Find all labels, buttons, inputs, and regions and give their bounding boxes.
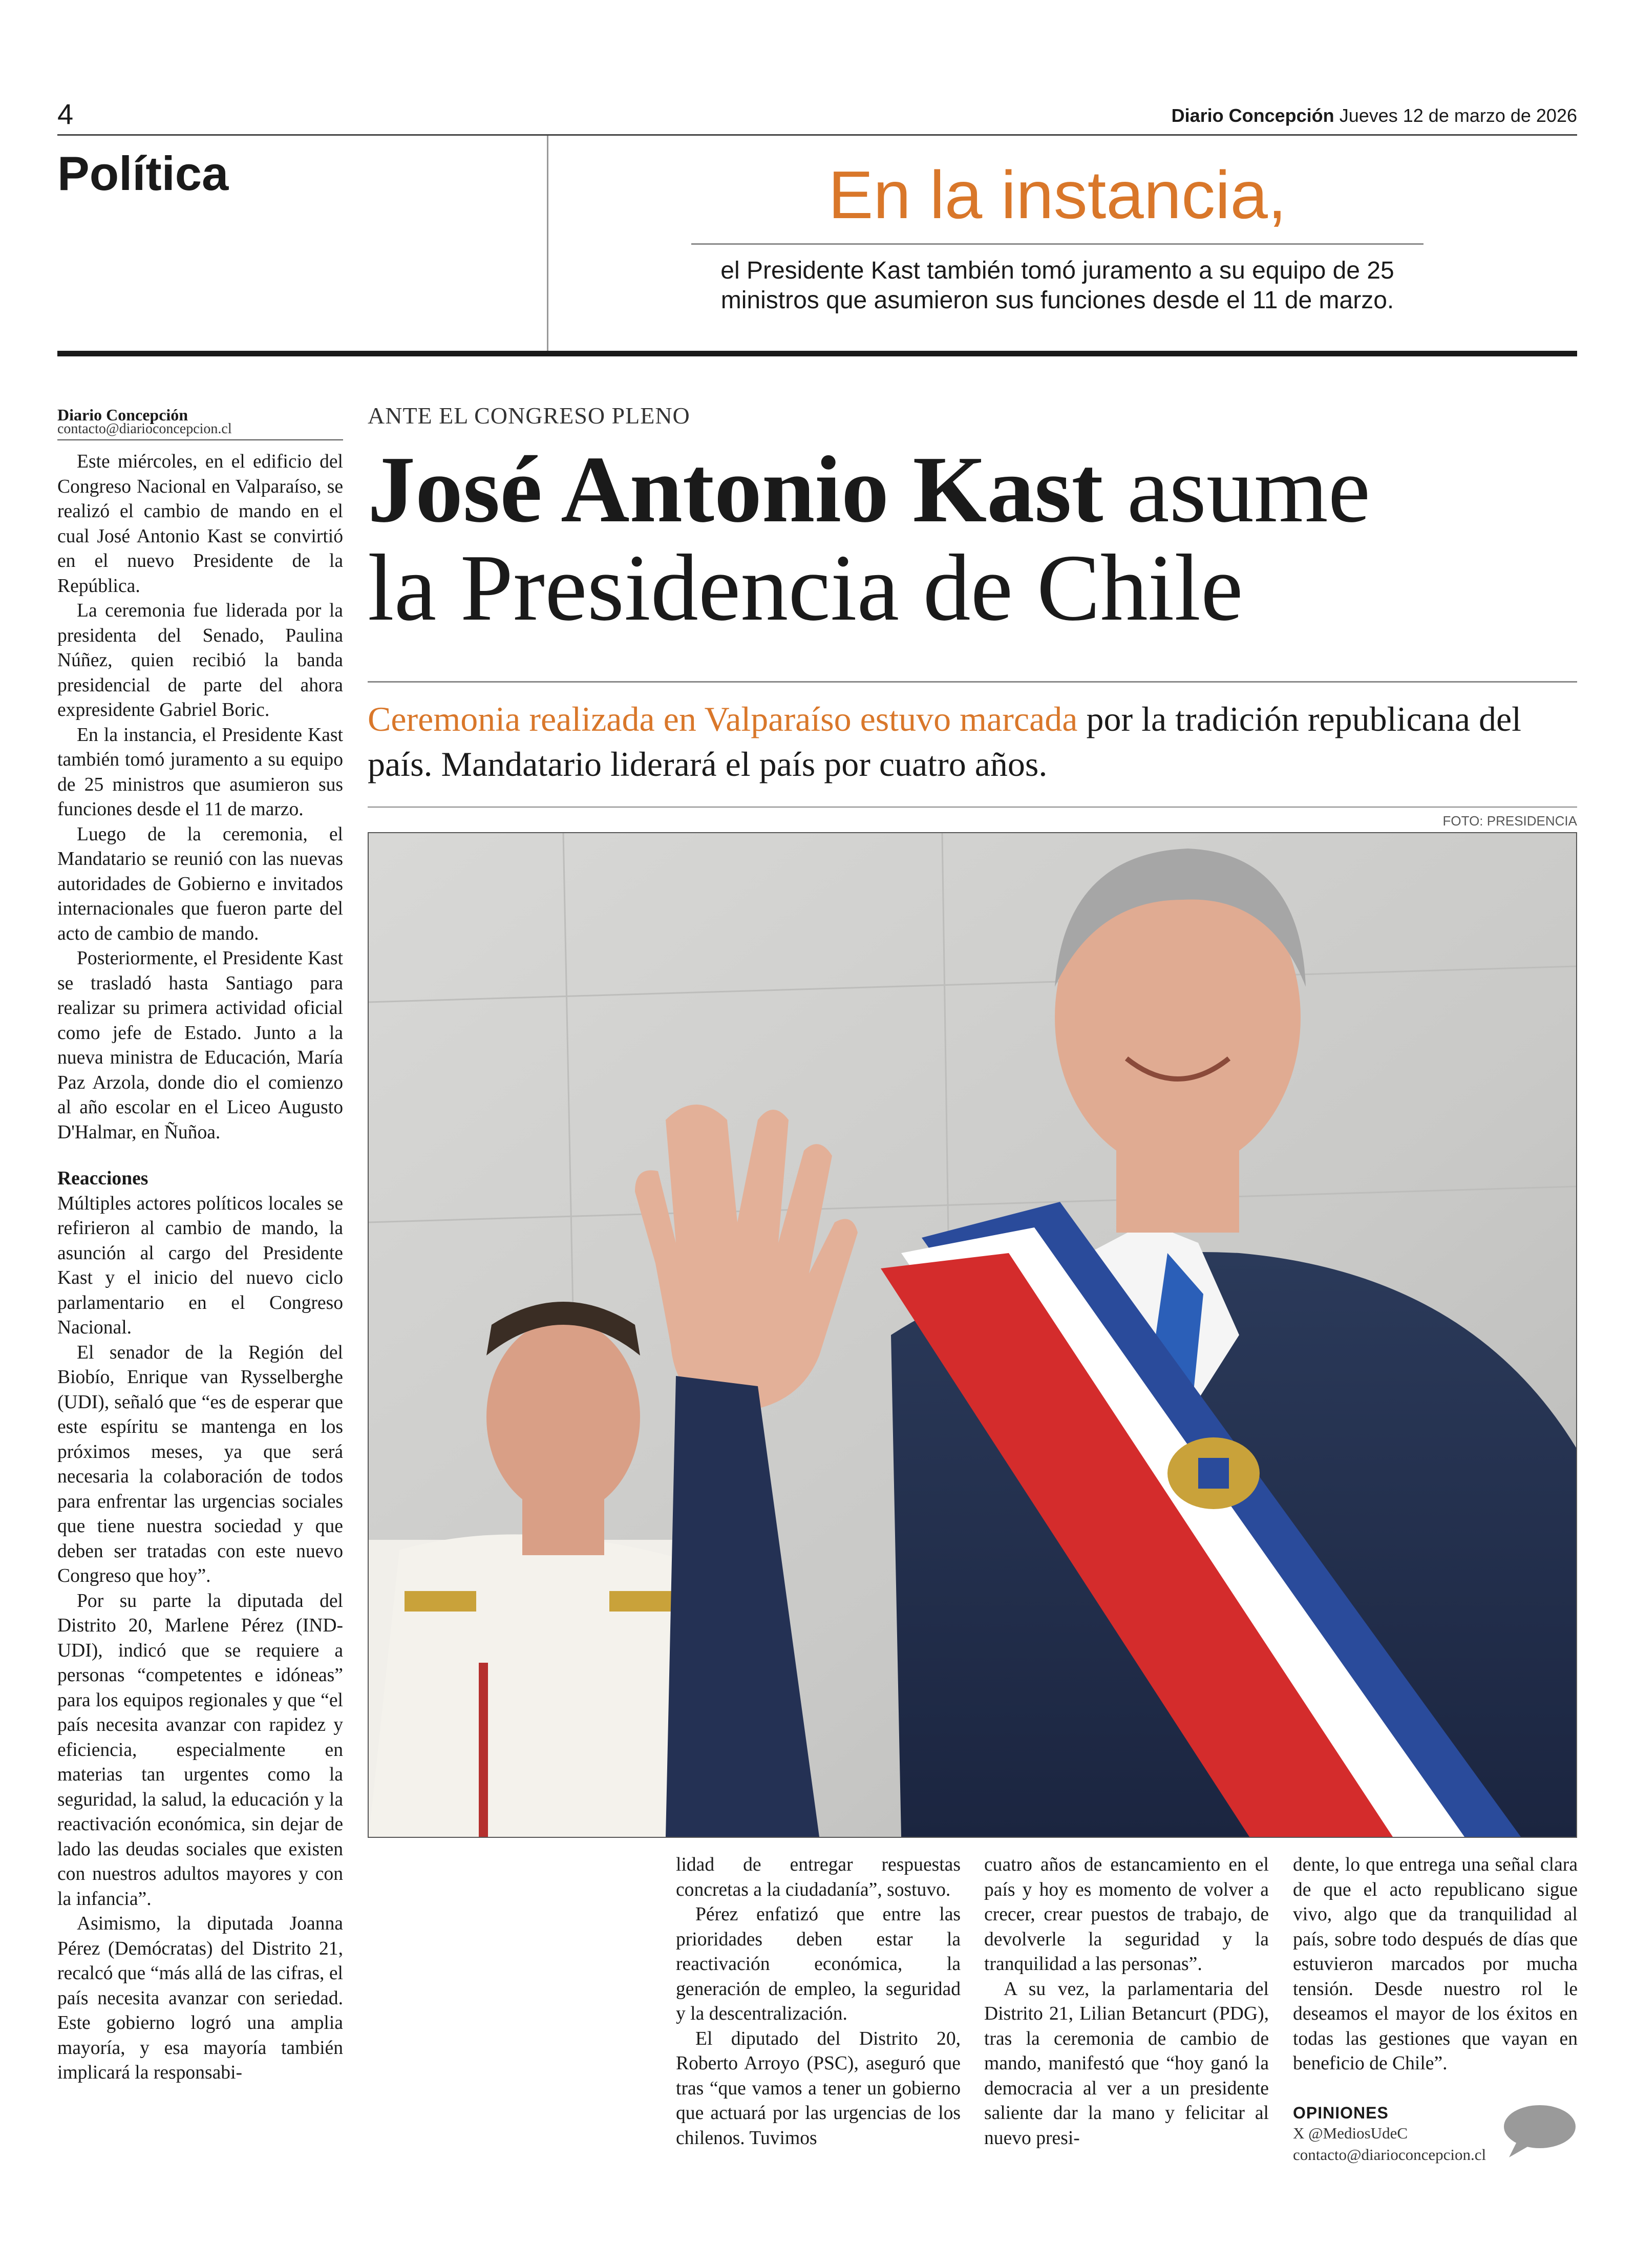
- paragraph: cuatro años de estancamiento en el país y hoy es momento de volver a crecer, crear puestos de trabajo, de devolverle la seguridad y la tranquilidad a las personas”.: [984, 1854, 1269, 1975]
- byline-email: contacto@diarioconcepcion.cl: [57, 421, 232, 437]
- paragraph: Por su parte la diputada del Distrito 20, Marlene Pérez (IND-UDI), indicó que se requiere a personas “competentes e idóneas” para los equipos regionales y que “el país necesita avanzar con rapidez y eficiencia, especialmente en materias tan urgentes como la seguridad, la salud, la educación y la reactivación económica, sin dejar de lado las deudas sociales que existen con nuestros adultos mayores y con la infancia”.: [57, 1590, 343, 1910]
- photo-credit: FOTO: PRESIDENCIA: [1442, 813, 1577, 829]
- paragraph: El diputado del Distrito 20, Roberto Arroyo (PSC), aseguró que tras “que vamos a tener un gobierno que actuará por las urgencias de los chilenos. Tuvimos: [676, 2028, 961, 2149]
- byline-rule: [57, 439, 343, 440]
- paragraph: Posteriormente, el Presidente Kast se trasladó hasta Santiago para realizar su primera actividad oficial como jefe de Estado. Junto a la nueva ministra de Educación, María Paz Arzola, donde dio el comienzo al año escolar en el Liceo Augusto D'Halmar, en Ñuñoa.: [57, 948, 343, 1143]
- pull-quote-text: el Presidente Kast también tomó juramento a su equipo de 25 ministros que asumieron sus funciones desde el 11 de marzo.: [720, 257, 1394, 314]
- headline-name: José Antonio Kast: [368, 437, 1103, 542]
- article-headline: [368, 437, 1577, 641]
- byline-name: Diario Concepción: [57, 406, 188, 424]
- paragraph: A su vez, la parlamentaria del Distrito 21, Lilian Betancurt (PDG), tras la ceremonia de cambio de mando, manifestó que “hoy ganó la democracia al ver a un presidente saliente dar la mano y felicitar al nuevo presi-: [984, 1978, 1269, 2149]
- photo-illustration: [369, 833, 1576, 1837]
- article-column-3: [984, 1853, 1269, 2151]
- paragraph: Asimismo, la diputada Joanna Pérez (Demócratas) del Distrito 21, recalcó que “más allá de las cifras, el país necesita avanzar con seriedad. Este gobierno logró una amplia mayoría, y esa mayoría también implicará la responsabi-: [57, 1913, 343, 2083]
- subheading-reacciones: Reacciones: [57, 1168, 148, 1189]
- paragraph: El senador de la Región del Biobío, Enrique van Rysselberghe (UDI), señaló que “es de esperar que este espíritu se mantenga en los próximos meses, ya que será necesaria la colaboración de todos para enfrentar las urgencias sociales que tiene nuestra sociedad y que deben ser tratadas con este nuevo Congreso que hoy”.: [57, 1342, 343, 1586]
- photo-rule: [368, 807, 1577, 808]
- page-number: 4: [57, 98, 74, 130]
- paragraph: En la instancia, el Presidente Kast también tomó juramento a su equipo de 25 ministros que asumieron sus funciones desde el 11 de marzo.: [57, 724, 343, 820]
- pull-quote-rule: [691, 243, 1423, 245]
- paragraph: lidad de entregar respuestas concretas a la ciudadanía”, sostuvo.: [676, 1854, 961, 1900]
- paragraph: Luego de la ceremonia, el Mandatario se reunió con las nuevas autoridades de Gobierno e invitados internacionales que fueron parte del acto de cambio de mando.: [57, 823, 343, 944]
- article-column-1: [57, 450, 343, 2086]
- masthead: [1172, 105, 1577, 126]
- headline-part-1: asume: [1103, 437, 1371, 542]
- paragraph: Pérez enfatizó que entre las prioridades deben estar la reactivación económica, la generación de empleo, la seguridad y la descentralización.: [676, 1904, 961, 2024]
- deck-rule: [368, 681, 1577, 683]
- deck-text: por la tradición republicana del país. Mandatario liderará el país por cuatro años.: [368, 700, 1522, 783]
- paragraph: dente, lo que entrega una señal clara de que el acto republicano sigue vivo, algo que da tranquilidad al país, sobre todo después de días que estuvieron marcados por mucha tensión. Desde nuestro rol le deseamos el mayor de los éxitos en todas las gestiones que vayan en beneficio de Chile”.: [1293, 1854, 1578, 2074]
- opinions-email[interactable]: contacto@diarioconcepcion.cl: [1293, 2146, 1486, 2164]
- speech-bubble-icon: [1501, 2104, 1578, 2163]
- header-rule: [57, 134, 1577, 136]
- newspaper-name: Diario Concepción: [1171, 105, 1334, 126]
- headline-part-2: la Presidencia de Chile: [368, 535, 1243, 641]
- paragraph: Este miércoles, en el edificio del Congreso Nacional en Valparaíso, se realizó el cambio de mando en el cual José Antonio Kast se convirtió en el nuevo Presidente de la República.: [57, 451, 343, 597]
- main-photo: [368, 832, 1577, 1838]
- article-column-4: [1293, 1853, 1578, 2076]
- edition-date: Jueves 12 de marzo de 2026: [1339, 105, 1577, 126]
- social-handle[interactable]: X @MediosUdeC: [1293, 2124, 1408, 2142]
- article-kicker: ANTE EL CONGRESO PLENO: [368, 402, 690, 429]
- article-deck: [368, 696, 1577, 787]
- opinions-label: OPINIONES: [1293, 2104, 1389, 2122]
- header-bottom-rule: [57, 351, 1577, 356]
- pull-quote-lead: En la instancia,: [828, 157, 1287, 232]
- article-column-2: [676, 1853, 961, 2151]
- paragraph: La ceremonia fue liderada por la presidenta del Senado, Paulina Núñez, quien recibió la banda presidencial de parte del ahora expresidente Gabriel Boric.: [57, 600, 343, 720]
- section-title: Política: [57, 146, 229, 200]
- header-divider: [547, 136, 548, 351]
- deck-highlight: Ceremonia realizada en Valparaíso estuvo marcada: [368, 700, 1078, 738]
- paragraph: Múltiples actores políticos locales se refirieron al cambio de mando, la asunción al cargo del Presidente Kast y el inicio del nuevo ciclo parlamentario en el Congreso Nacional.: [57, 1193, 343, 1338]
